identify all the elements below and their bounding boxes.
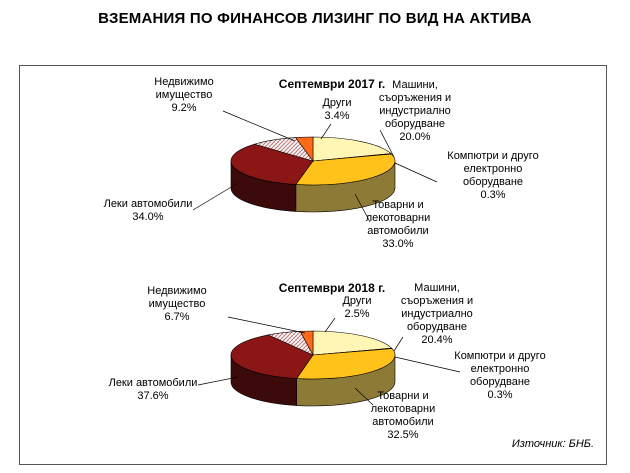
data-label-computers: Компютри и друго електронно оборудване 0.3% <box>454 350 546 401</box>
leader-line-computers <box>395 357 460 372</box>
data-label-other: Други 2.5% <box>342 295 372 320</box>
data-label-computers: Компютри и друго електронно оборудване 0.3% <box>447 150 539 201</box>
source-note: Източник: БНБ. <box>511 438 594 450</box>
leader-line-computers <box>395 163 437 182</box>
leader-line-cars <box>193 183 238 210</box>
data-label-other: Други 3.4% <box>322 97 352 122</box>
data-label-cars: Леки автомобили 34.0% <box>103 198 193 223</box>
data-label-machines: Машини, съоръжения и индустриално оборудване 20.4% <box>400 282 474 346</box>
leader-line-machines <box>394 337 403 351</box>
page-title: ВЗЕМАНИЯ ПО ФИНАНСОВ ЛИЗИНГ ПО ВИД НА АКТИВА <box>98 10 532 27</box>
chart-subtitle: Септември 2018 г. <box>278 281 386 295</box>
leader-line-real_estate <box>228 317 305 333</box>
leader-line-other <box>325 318 335 332</box>
data-label-trucks: Товарни и лекотоварни автомобили 32.5% <box>370 390 436 441</box>
data-label-machines: Машини, съоръжения и индустриално оборудване 20.0% <box>378 79 452 143</box>
leader-line-real_estate <box>223 111 295 141</box>
data-label-real_estate: Недвижимо имущество 9.2% <box>154 76 214 114</box>
data-label-trucks: Товарни и лекотоварни автомобили 33.0% <box>365 199 431 250</box>
leader-line-other <box>321 124 331 139</box>
data-label-cars: Леки автомобили 37.6% <box>108 377 198 402</box>
data-label-real_estate: Недвижимо имущество 6.7% <box>147 285 207 323</box>
chart-subtitle: Септември 2017 г. <box>278 77 386 91</box>
